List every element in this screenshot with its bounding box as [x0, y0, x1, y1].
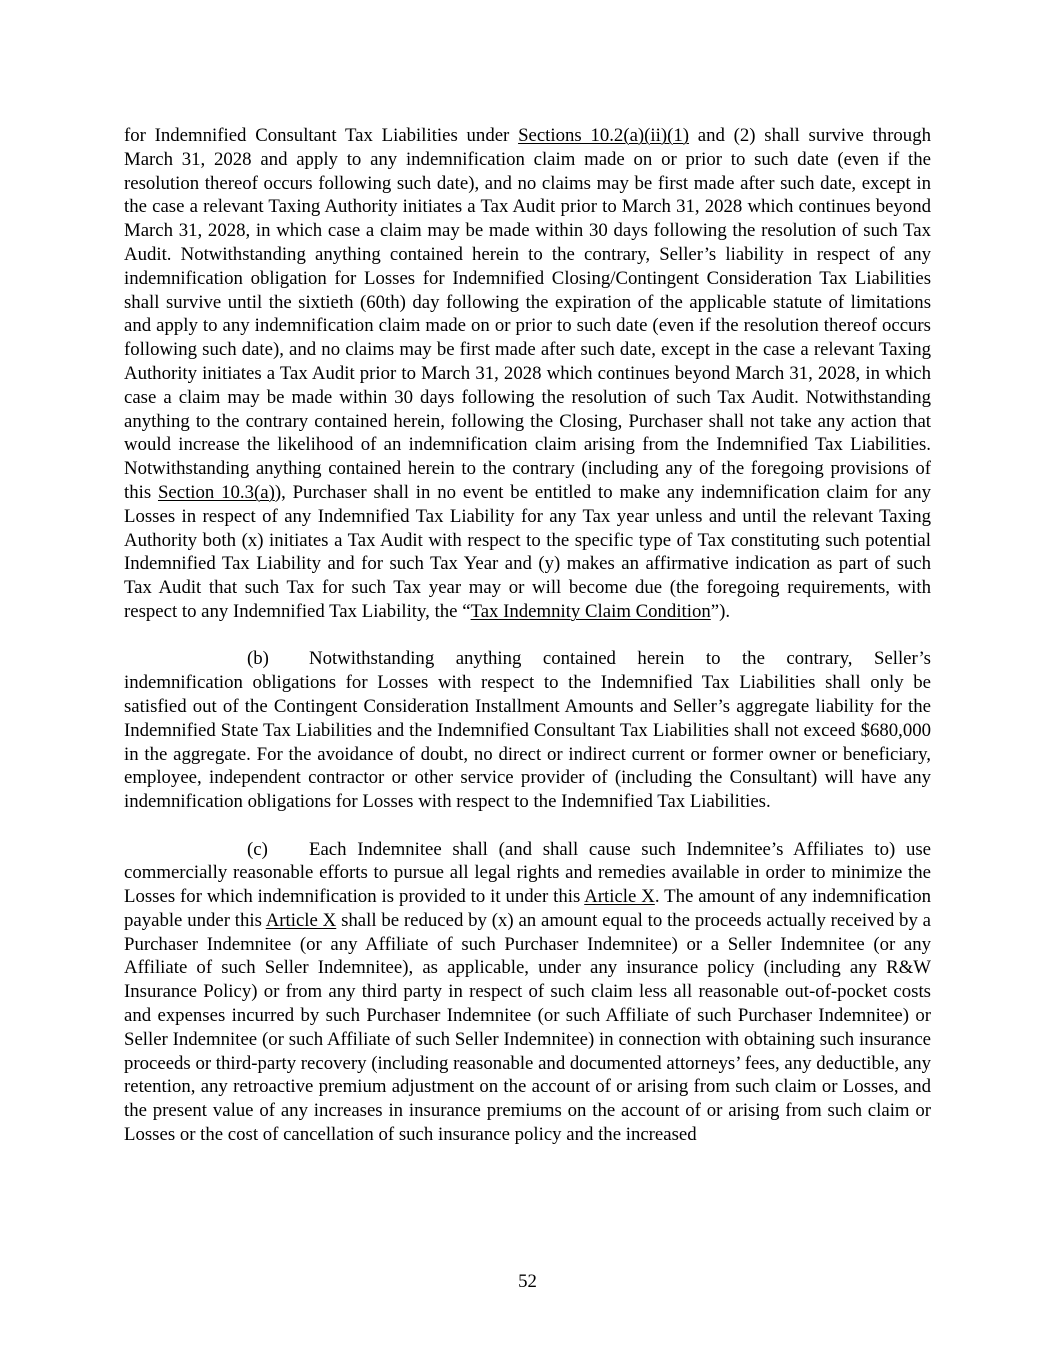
article-reference-link: Article X [584, 886, 655, 908]
section-reference-link: Section 10.3(a) [157, 481, 275, 503]
document-page [124, 124, 931, 1147]
section-reference-link: Sections 10.2(a)(ii)(1) [518, 125, 690, 146]
page-number: 52 [518, 1271, 537, 1292]
paragraph-text: ), Purchaser shall in no event be entitled to make any indemnification claim for any Losses in respect of any Indemnified Tax Liability for any Tax year unless and until the relevant Taxing Authority both (x) initiates a Tax Audit with respect to the specific type of Tax constituting such potential Indemnified Tax Liability and for such Tax Year and (y) makes an affirmative indication as part of such Tax Audit that such Tax for such Tax year may or will become due (the foregoing requirements, with respect to any Indemnified Tax Liability, the “ [124, 481, 931, 622]
paragraph-c [124, 838, 931, 1147]
paragraph-b [124, 647, 931, 814]
paragraph-text: ”). [710, 600, 731, 622]
paragraph-label: (c) [247, 838, 268, 860]
paragraph-text: shall be reduced by (x) an amount equal to the proceeds actually received by a Purchaser Indemnitee (or any Affiliate of such Purchaser Indemnitee) or a Seller Indemnitee (or any Affiliate of such Seller Indemnitee), as applicable, under any insurance policy (including any R&W Insurance Policy) or from any third party in respect of such claim less all reasonable out-of-pocket costs and expenses incurred by such Purchaser Indemnitee (or such Affiliate of such Purchaser Indemnitee) or Seller Indemnitee (or such Affiliate of such Seller Indemnitee) in connection with obtaining such insurance proceeds or third-party recovery (including reasonable and documented attorneys’ fees, any deductible, any retention, any retroactive premium adjustment on the account of or arising from such claim or Losses, and the present value of any increases in insurance premiums on the account of or arising from such claim or Losses or the cost of cancellation of such insurance policy and the increased [124, 909, 931, 1146]
article-reference-link: Article X [265, 909, 337, 931]
paragraph-text: Each Indemnitee shall (and shall cause such Indemnitee’s Affiliates to) use commercially reasonable efforts to pursue all legal rights and remedies available in order to minimize the Losses for which indemnification is provided to it under this [124, 838, 931, 908]
paragraph-text: for Indemnified Consultant Tax Liabilities under [124, 125, 519, 146]
paragraph-text: and (2) shall survive through March 31, 2028 and apply to any indemnification claim made on or prior to such date (even if the resolution thereof occurs following such date), and no claims may be first made after such date, except in the case a relevant Taxing Authority initiates a Tax Audit prior to March 31, 2028 which continues beyond March 31, 2028, in which case a claim may be made within 30 days following the resolution of such Tax Audit. Notwithstanding anything contained herein to the contrary, Seller’s liability in respect of any indemnification obligation for Losses for Indemnified Closing/Contingent Consideration Tax Liabilities shall survive until the sixtieth (60th) day following the expiration of the applicable statute of limitations and apply to any indemnification claim made on or prior to such date (even if the resolution thereof occurs following such date), and no claims may be first made after such date, except in the case a relevant Taxing Authority initiates a Tax Audit prior to March 31, 2028 which continues beyond March 31, 2028, in which case a claim may be made within 30 days following the resolution of such Tax Audit. Notwithstanding anything to the contrary contained herein, following the Closing, Purchaser shall not take any action that would increase the likelihood of an indemnification claim arising from the Indemnified Tax Liabilities. Notwithstanding anything contained herein to the contrary (including any of the foregoing provisions of this [124, 125, 931, 503]
paragraph-label: (b) [247, 648, 269, 670]
paragraph-continuation [124, 124, 931, 624]
defined-term: Tax Indemnity Claim Condition [470, 600, 711, 622]
paragraph-text: . The amount of any indemnification payable under this [124, 886, 931, 931]
paragraph-text: Notwithstanding anything contained herein to the contrary, Seller’s indemnification obligations for Losses with respect to the Indemnified Tax Liabilities shall only be satisfied out of the Contingent Consideration Installment Amounts and Seller’s aggregate liability for the Indemnified State Tax Liabilities and the Indemnified Consultant Tax Liabilities shall not exceed $680,000 in the aggregate. For the avoidance of doubt, no direct or indirect current or former owner or beneficiary, employee, independent contractor or other service provider of (including the Consultant) will have any indemnification obligations for Losses with respect to the Indemnified Tax Liabilities. [124, 648, 931, 813]
